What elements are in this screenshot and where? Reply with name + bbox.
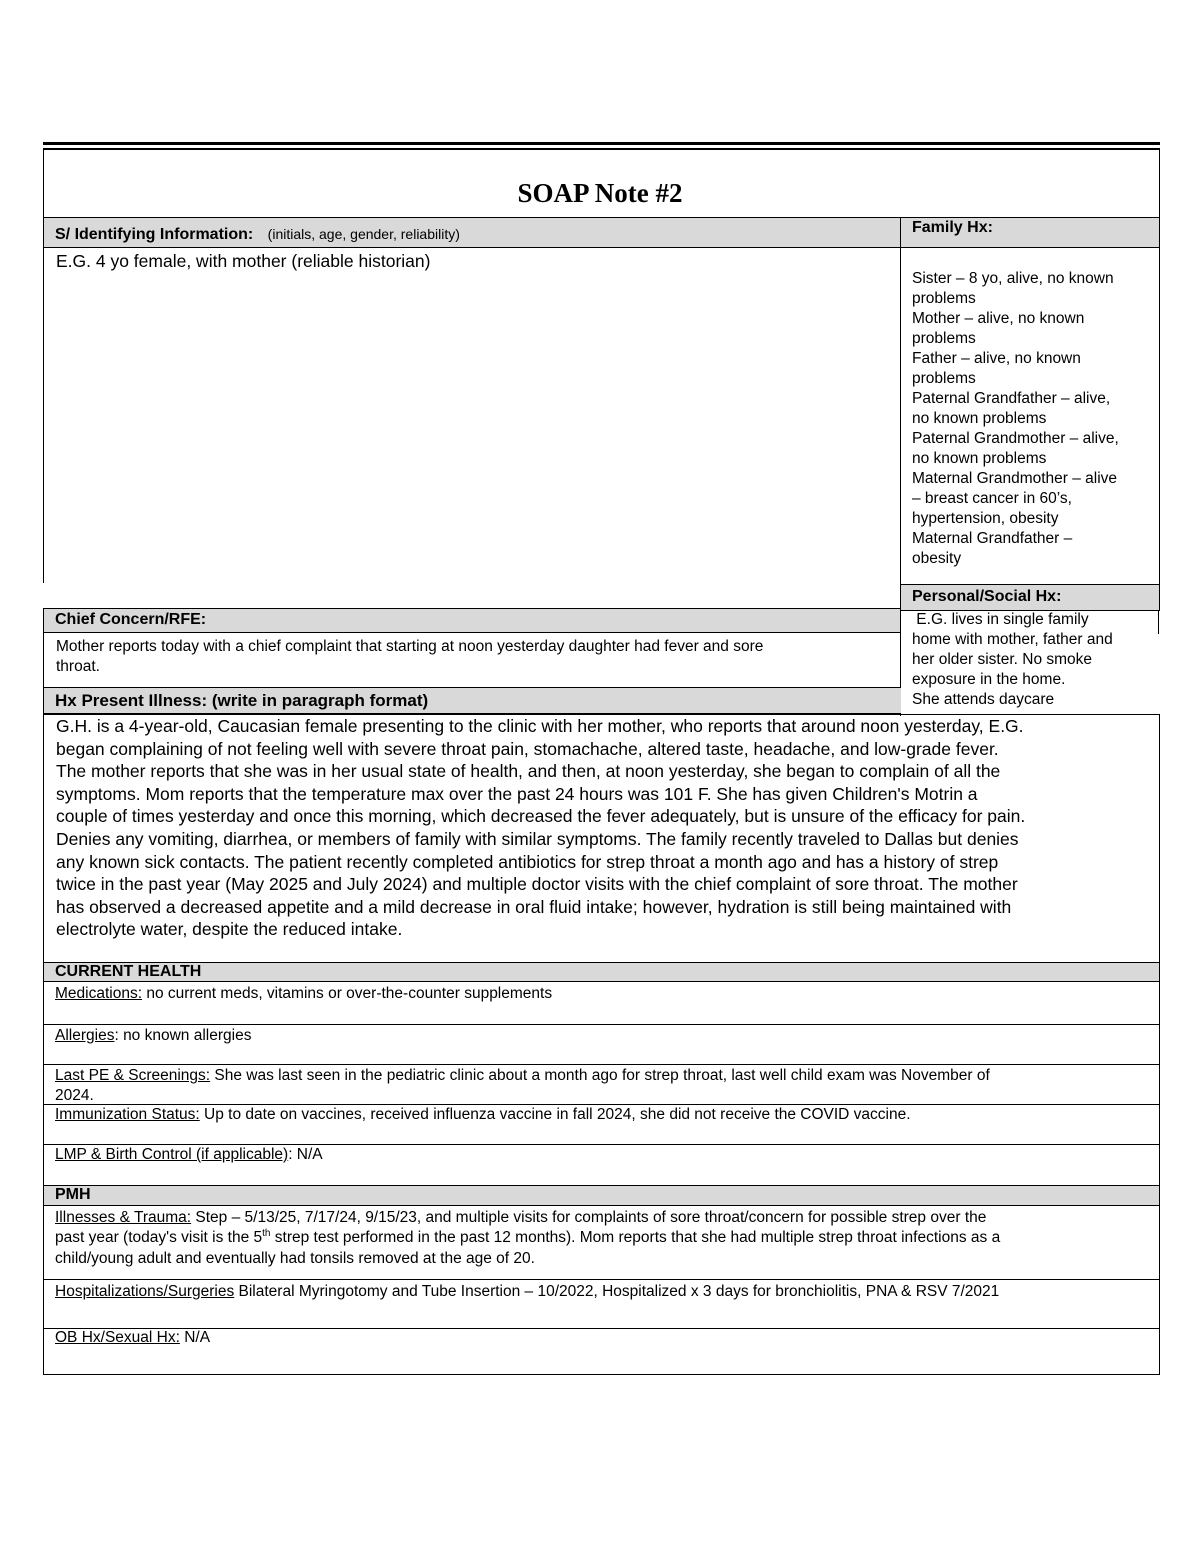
hpi-line: couple of times yesterday and once this morning, which decreased the fever adequately, but is unsure of the efficacy for pain. [56, 806, 1026, 827]
identifying-label [55, 226, 460, 244]
lmp-value: : N/A [288, 1146, 323, 1163]
family-hx-line: Paternal Grandfather – alive, [912, 390, 1111, 407]
family-hx-line: Sister – 8 yo, alive, no known [912, 270, 1114, 287]
immunization-value: Up to date on vaccines, received influenza vaccine in fall 2024, she did not receive the COVID vaccine. [199, 1106, 911, 1123]
family-hx-line: no known problems [912, 410, 1047, 427]
pmh-label: PMH [55, 1186, 91, 1203]
chief-concern-text [56, 637, 896, 677]
chief-concern-label: Chief Concern/RFE: [55, 611, 207, 628]
ob-line [55, 1328, 210, 1348]
family-hx-line: Maternal Grandmother – alive [912, 470, 1118, 487]
hpi-line: Denies any vomiting, diarrhea, or members of family with similar symptoms. The family recently traveled to Dallas but denies [56, 828, 1019, 849]
family-hx-line: obesity [912, 550, 962, 567]
allergies-label: Allergies [55, 1027, 115, 1044]
current-health-header [43, 962, 1160, 982]
family-hx-list [912, 269, 1157, 569]
family-hx-label: Family Hx: [912, 219, 993, 236]
lmp-label: LMP & Birth Control (if applicable) [55, 1146, 289, 1163]
family-hx-line: no known problems [912, 450, 1047, 467]
immunization-line [55, 1105, 911, 1125]
social-hx-list [912, 610, 1157, 710]
medications-value: no current meds, vitamins or over-the-counter supplements [142, 985, 553, 1002]
social-hx-line: home with mother, father and [912, 631, 1113, 648]
hosp-label: Hospitalizations/Surgeries [55, 1283, 235, 1300]
illnesses-text-2b: strep test performed in the past 12 months). Mom reports that she had multiple strep throat infections as a [270, 1229, 1001, 1246]
last-pe-value-cont: 2024. [55, 1087, 94, 1104]
hpi-line: began complaining of not feeling well with severe throat pain, stomachache, altered taste, headache, and low-grade fever. [56, 738, 999, 759]
chief-concern-line: throat. [56, 658, 100, 675]
family-hx-line: problems [912, 330, 976, 347]
ob-label: OB Hx/Sexual Hx: [55, 1329, 180, 1346]
medications-label: Medications: [55, 985, 143, 1002]
immunization-label: Immunization Status: [55, 1106, 200, 1123]
ob-value: N/A [179, 1329, 211, 1346]
illnesses-line-2 [55, 1228, 1000, 1248]
hpi-line: any known sick contacts. The patient recently completed antibiotics for strep throat a month ago and has a history of strep [56, 851, 999, 872]
family-hx-line: hypertension, obesity [912, 510, 1059, 527]
current-health-label: CURRENT HEALTH [55, 963, 202, 980]
identifying-value: E.G. 4 yo female, with mother (reliable historian) [56, 251, 431, 271]
illnesses-line-1 [55, 1208, 986, 1228]
social-hx-line: exposure in the home. [912, 671, 1066, 688]
family-hx-line: Mother – alive, no known [912, 310, 1085, 327]
pmh-header [43, 1185, 1160, 1206]
chief-concern-body-border [43, 632, 45, 688]
family-hx-line: Father – alive, no known [912, 350, 1081, 367]
social-hx-line: her older sister. No smoke [912, 651, 1093, 668]
social-hx-line: She attends daycare [912, 691, 1055, 708]
hpi-paragraph [56, 715, 1156, 941]
illnesses-line-3: child/young adult and eventually had tonsils removed at the age of 20. [55, 1250, 535, 1267]
chief-concern-line: Mother reports today with a chief complaint that starting at noon yesterday daughter had fever and sore [56, 638, 764, 655]
family-hx-line: problems [912, 370, 976, 387]
ob-row [43, 1328, 1160, 1375]
hpi-line: electrolyte water, despite the reduced intake. [56, 919, 403, 940]
hpi-line: G.H. is a 4-year-old, Caucasian female presenting to the clinic with her mother, who reports that around noon yesterday, E.G. [56, 716, 1024, 736]
illnesses-text-1: Step – 5/13/25, 7/17/24, 9/15/23, and multiple visits for complaints of sore throat/concern for possible strep over the [191, 1209, 987, 1226]
last-pe-label: Last PE & Screenings: [55, 1067, 211, 1084]
social-hx-label: Personal/Social Hx: [912, 588, 1062, 605]
illnesses-sup: th [262, 1227, 271, 1239]
allergies-value: : no known allergies [114, 1027, 252, 1044]
last-pe-line [55, 1066, 990, 1086]
hosp-line [55, 1282, 999, 1302]
identifying-label-text: S/ Identifying Information: [55, 226, 254, 243]
hpi-line: twice in the past year (May 2025 and July 2024) and multiple doctor visits with the chief complaint of sore throat. The mother [56, 874, 1018, 895]
family-hx-line: Maternal Grandfather – [912, 530, 1073, 547]
hpi-line: has observed a decreased appetite and a mild decrease in oral fluid intake; however, hydration is still being maintained with [56, 896, 1012, 917]
allergies-line [55, 1026, 251, 1046]
identifying-body-left-border [43, 247, 45, 583]
family-hx-line: problems [912, 290, 976, 307]
lmp-line [55, 1145, 323, 1165]
hosp-value: Bilateral Myringotomy and Tube Insertion – 10/2022, Hospitalized x 3 days for bronchiolitis, PNA & RSV 7/2021 [234, 1283, 1000, 1300]
identifying-hint: (initials, age, gender, reliability) [267, 226, 460, 242]
social-hx-line: E.G. lives in single family [912, 611, 1089, 628]
family-hx-line: Paternal Grandmother – alive, [912, 430, 1119, 447]
last-pe-value: She was last seen in the pediatric clinic about a month ago for strep throat, last well child exam was November of [210, 1067, 990, 1084]
illnesses-text-2a: past year (today's visit is the 5 [55, 1229, 263, 1246]
hpi-line: symptoms. Mom reports that the temperature max over the past 24 hours was 101 F. She has given Children's Motrin a [56, 783, 978, 804]
illnesses-label: Illnesses & Trauma: [55, 1209, 192, 1226]
page-title: SOAP Note #2 [517, 178, 683, 208]
hpi-line: The mother reports that she was in her usual state of health, and then, at noon yesterday, she began to complain of all the [56, 761, 1001, 782]
hpi-label: Hx Present Illness: (write in paragraph format) [55, 691, 429, 710]
top-rule-thick [43, 142, 1160, 145]
social-hx-right-border [1157, 610, 1159, 634]
family-hx-line: – breast cancer in 60’s, [912, 490, 1072, 507]
medications-line [55, 984, 552, 1004]
